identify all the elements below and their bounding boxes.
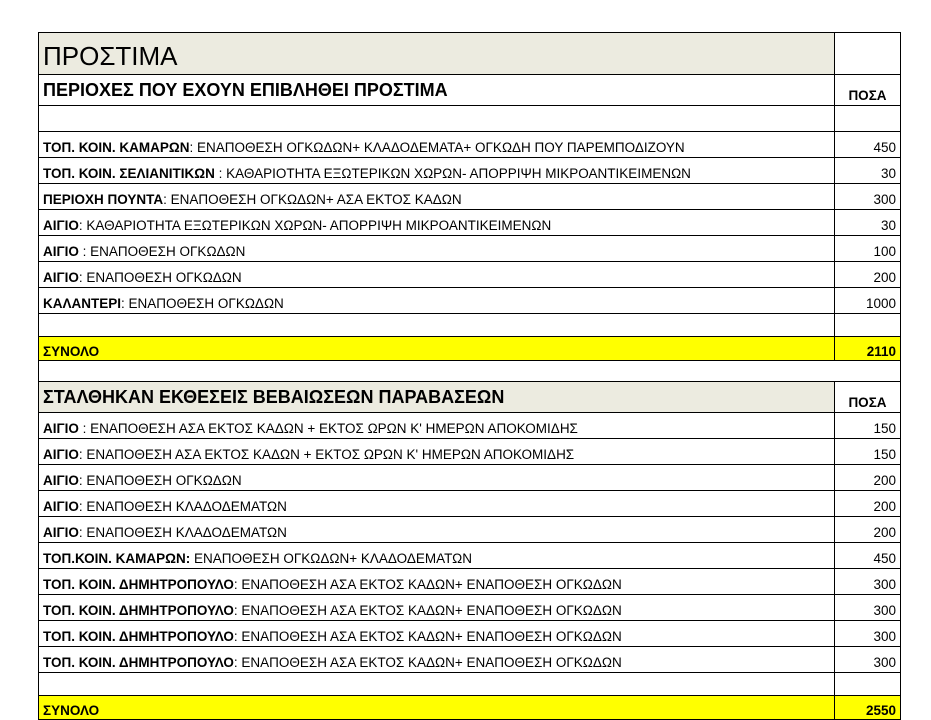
table-row <box>39 158 901 184</box>
row-amount: 450 <box>835 132 901 158</box>
blank-row <box>39 673 901 696</box>
row-description-cell <box>39 595 835 621</box>
section2-heading: ΣΤΑΛΘΗΚΑΝ ΕΚΘΕΣΕΙΣ ΒΕΒΑΙΩΣΕΩΝ ΠΑΡΑΒΑΣΕΩΝ <box>39 382 835 413</box>
row-description: ΕΝΑΠΟΘΕΣΗ ΟΓΚΩΔΩΝ+ ΚΛΑΔΟΔΕΜΑΤΑ+ ΟΓΚΩΔΗ ΠΟΥ ΠΑΡΕΜΠΟΔΙΖΟΥΝ <box>196 139 685 155</box>
row-description: ΕΝΑΠΟΘΕΣΗ ΑΣΑ ΕΚΤΟΣ ΚΑΔΩΝ+ ΕΝΑΠΟΘΕΣΗ ΟΓΚΩΔΩΝ <box>241 628 622 644</box>
row-description-cell <box>39 621 835 647</box>
row-amount: 100 <box>835 236 901 262</box>
row-amount: 300 <box>835 647 901 673</box>
blank-cell <box>835 673 901 696</box>
row-place: ΑΙΓΙΟ <box>43 446 79 462</box>
row-separator: : <box>233 576 242 592</box>
section-gap-row <box>39 361 901 382</box>
row-description: ΕΝΑΠΟΘΕΣΗ ΟΓΚΩΔΩΝ <box>128 295 284 311</box>
blank-cell <box>835 106 901 132</box>
row-amount: 1000 <box>835 288 901 314</box>
row-place: ΑΙΓΙΟ <box>43 243 79 259</box>
page-title: ΠΡΟΣΤΙΜΑ <box>39 33 835 75</box>
row-place: ΤΟΠ. ΚΟΙΝ. ΔΗΜΗΤΡΟΠΟΥΛΟ <box>43 576 234 592</box>
row-separator: : <box>163 191 171 207</box>
section2-header-row <box>39 382 901 413</box>
total-label: ΣΥΝΟΛΟ <box>39 696 835 720</box>
row-separator: : <box>233 628 242 644</box>
row-description-cell <box>39 569 835 595</box>
table-row <box>39 595 901 621</box>
row-place: ΑΙΓΙΟ <box>43 217 79 233</box>
title-empty-cell <box>835 33 901 75</box>
table-row <box>39 132 901 158</box>
row-description: ΚΑΘΑΡΙΟΤΗΤΑ ΕΞΩΤΕΡΙΚΩΝ ΧΩΡΩΝ- ΑΠΟΡΡΙΨΗ ΜΙΚΡΟΑΝΤΙΚΕΙΜΕΝΩΝ <box>226 165 691 181</box>
row-amount: 300 <box>835 184 901 210</box>
table-row <box>39 491 901 517</box>
row-separator: : <box>78 243 91 259</box>
row-description: ΕΝΑΠΟΘΕΣΗ ΑΣΑ ΕΚΤΟΣ ΚΑΔΩΝ+ ΕΝΑΠΟΘΕΣΗ ΟΓΚΩΔΩΝ <box>241 602 622 618</box>
row-place: ΑΙΓΙΟ <box>43 420 79 436</box>
row-amount: 30 <box>835 210 901 236</box>
row-description: ΚΑΘΑΡΙΟΤΗΤΑ ΕΞΩΤΕΡΙΚΩΝ ΧΩΡΩΝ- ΑΠΟΡΡΙΨΗ ΜΙΚΡΟΑΝΤΙΚΕΙΜΕΝΩΝ <box>86 217 552 233</box>
row-description: ΕΝΑΠΟΘΕΣΗ ΑΣΑ ΕΚΤΟΣ ΚΑΔΩΝ + ΕΚΤΟΣ ΩΡΩΝ Κ' ΗΜΕΡΩΝ ΑΠΟΚΟΜΙΔΗΣ <box>86 446 575 462</box>
row-place: ΤΟΠ. ΚΟΙΝ. ΔΗΜΗΤΡΟΠΟΥΛΟ <box>43 602 234 618</box>
row-separator: : <box>189 139 197 155</box>
row-description-cell <box>39 517 835 543</box>
row-description: ΕΝΑΠΟΘΕΣΗ ΑΣΑ ΕΚΤΟΣ ΚΑΔΩΝ + ΕΚΤΟΣ ΩΡΩΝ Κ' ΗΜΕΡΩΝ ΑΠΟΚΟΜΙΔΗΣ <box>90 420 578 436</box>
row-amount: 200 <box>835 465 901 491</box>
row-separator: : <box>78 446 87 462</box>
row-separator: : <box>214 165 227 181</box>
total-value: 2550 <box>835 696 901 720</box>
table-row <box>39 465 901 491</box>
table-row <box>39 413 901 439</box>
row-place: ΑΙΓΙΟ <box>43 498 79 514</box>
row-description-cell <box>39 132 835 158</box>
row-description-cell <box>39 210 835 236</box>
table-row <box>39 262 901 288</box>
row-description: ΕΝΑΠΟΘΕΣΗ ΟΓΚΩΔΩΝ <box>86 472 242 488</box>
section1-amount-header: ΠΟΣΑ <box>835 75 901 106</box>
row-separator: : <box>78 472 87 488</box>
row-amount: 200 <box>835 491 901 517</box>
row-amount: 150 <box>835 413 901 439</box>
table-row <box>39 569 901 595</box>
row-description-cell <box>39 184 835 210</box>
row-place: ΤΟΠ. ΚΟΙΝ. ΣΕΛΙΑΝΙΤΙΚΩΝ <box>43 165 215 181</box>
row-place: ΑΙΓΙΟ <box>43 472 79 488</box>
row-place: ΚΑΛΑΝΤΕΡΙ <box>43 295 122 311</box>
row-separator: : <box>78 420 91 436</box>
row-description: ΕΝΑΠΟΘΕΣΗ ΟΓΚΩΔΩΝ <box>86 269 242 285</box>
row-amount: 150 <box>835 439 901 465</box>
row-place: ΤΟΠ.ΚΟΙΝ. ΚΑΜΑΡΩΝ: <box>43 550 191 566</box>
row-amount: 300 <box>835 569 901 595</box>
row-description-cell <box>39 158 835 184</box>
section1-heading: ΠΕΡΙΟΧΕΣ ΠΟΥ ΕΧΟΥΝ ΕΠΙΒΛΗΘΕΙ ΠΡΟΣΤΙΜΑ <box>39 75 835 106</box>
gap-cell <box>835 361 901 382</box>
row-separator: : <box>78 524 87 540</box>
row-description-cell <box>39 465 835 491</box>
row-separator: : <box>233 602 242 618</box>
fines-sheet <box>38 32 901 720</box>
row-description-cell <box>39 439 835 465</box>
table-row <box>39 184 901 210</box>
table-row <box>39 236 901 262</box>
row-amount: 300 <box>835 595 901 621</box>
table-row <box>39 439 901 465</box>
section1-header-row <box>39 75 901 106</box>
total-label: ΣΥΝΟΛΟ <box>39 337 835 361</box>
row-amount: 30 <box>835 158 901 184</box>
row-description-cell <box>39 491 835 517</box>
row-description-cell <box>39 413 835 439</box>
row-description-cell <box>39 543 835 569</box>
row-place: ΑΙΓΙΟ <box>43 269 79 285</box>
row-description: ΕΝΑΠΟΘΕΣΗ ΚΛΑΔΟΔΕΜΑΤΩΝ <box>86 498 287 514</box>
section1-total-row <box>39 337 901 361</box>
gap-cell <box>39 361 835 382</box>
row-place: ΤΟΠ. ΚΟΙΝ. ΔΗΜΗΤΡΟΠΟΥΛΟ <box>43 654 234 670</box>
row-separator: : <box>233 654 242 670</box>
blank-cell <box>835 314 901 337</box>
row-place: ΑΙΓΙΟ <box>43 524 79 540</box>
row-description: ΕΝΑΠΟΘΕΣΗ ΟΓΚΩΔΩΝ+ ΑΣΑ ΕΚΤΟΣ ΚΑΔΩΝ <box>170 191 462 207</box>
table-row <box>39 621 901 647</box>
table-row <box>39 543 901 569</box>
row-place: ΤΟΠ. ΚΟΙΝ. ΚΑΜΑΡΩΝ <box>43 139 190 155</box>
total-value: 2110 <box>835 337 901 361</box>
blank-row <box>39 314 901 337</box>
row-amount: 200 <box>835 517 901 543</box>
section2-total-row <box>39 696 901 720</box>
table-row <box>39 210 901 236</box>
row-description: ΕΝΑΠΟΘΕΣΗ ΟΓΚΩΔΩΝ <box>90 243 246 259</box>
row-description: ΕΝΑΠΟΘΕΣΗ ΟΓΚΩΔΩΝ+ ΚΛΑΔΟΔΕΜΑΤΩΝ <box>193 550 472 566</box>
blank-cell <box>39 673 835 696</box>
table-row <box>39 647 901 673</box>
blank-cell <box>39 314 835 337</box>
row-separator: : <box>78 269 87 285</box>
table-row <box>39 288 901 314</box>
row-description: ΕΝΑΠΟΘΕΣΗ ΚΛΑΔΟΔΕΜΑΤΩΝ <box>86 524 287 540</box>
section2-amount-header: ΠΟΣΑ <box>835 382 901 413</box>
blank-row <box>39 106 901 132</box>
row-place: ΤΟΠ. ΚΟΙΝ. ΔΗΜΗΤΡΟΠΟΥΛΟ <box>43 628 234 644</box>
row-description-cell <box>39 288 835 314</box>
row-place: ΠΕΡΙΟΧΗ ΠΟΥΝΤΑ <box>43 191 164 207</box>
row-amount: 300 <box>835 621 901 647</box>
row-separator: : <box>78 217 87 233</box>
row-description: ΕΝΑΠΟΘΕΣΗ ΑΣΑ ΕΚΤΟΣ ΚΑΔΩΝ+ ΕΝΑΠΟΘΕΣΗ ΟΓΚΩΔΩΝ <box>241 654 622 670</box>
row-description: ΕΝΑΠΟΘΕΣΗ ΑΣΑ ΕΚΤΟΣ ΚΑΔΩΝ+ ΕΝΑΠΟΘΕΣΗ ΟΓΚΩΔΩΝ <box>241 576 622 592</box>
row-separator: : <box>78 498 87 514</box>
row-description-cell <box>39 647 835 673</box>
row-separator: : <box>121 295 129 311</box>
title-row <box>39 33 901 75</box>
row-description-cell <box>39 262 835 288</box>
row-description-cell <box>39 236 835 262</box>
row-amount: 450 <box>835 543 901 569</box>
blank-cell <box>39 106 835 132</box>
table-row <box>39 517 901 543</box>
row-amount: 200 <box>835 262 901 288</box>
